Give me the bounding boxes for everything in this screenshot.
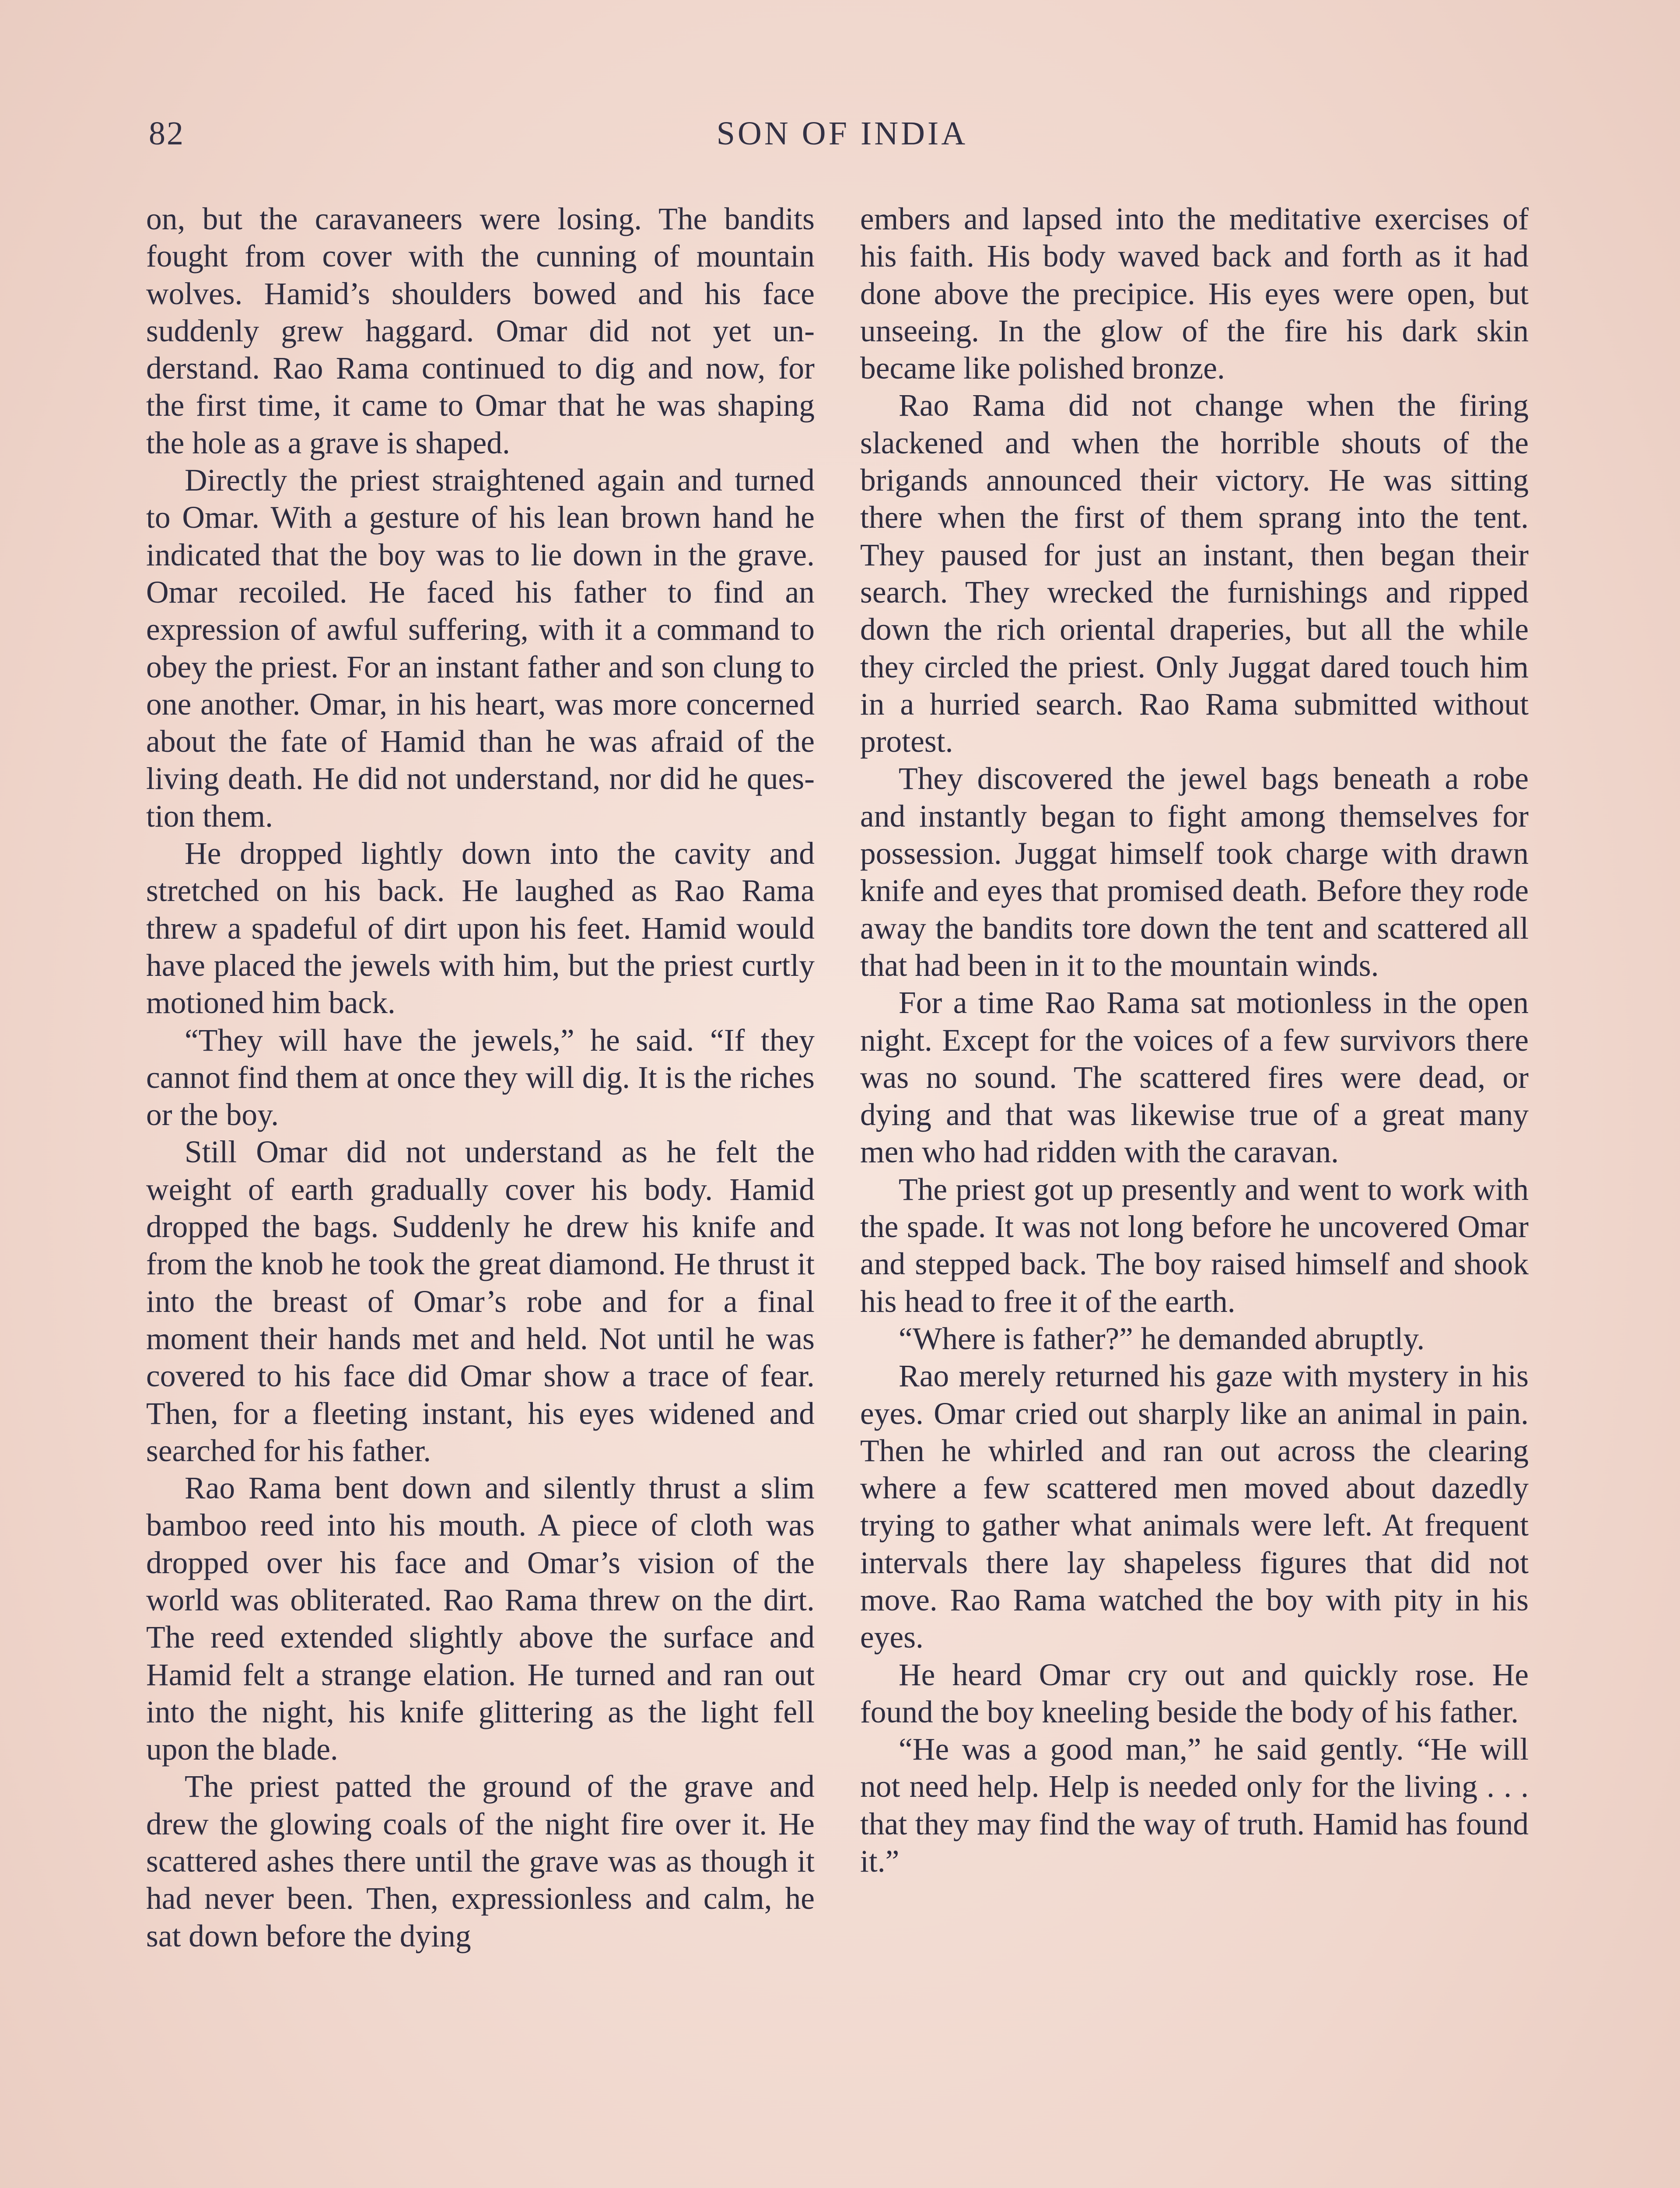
right-text-column [860,200,1529,2188]
paragraph: They discovered the jewel bags beneath a robe and instantly began to fight among themselves for possession. Juggat himself took charge with drawn knife and eyes that promised death. Before they rode away the bandits tore down the tent and scattered all that had been in it to the mountain winds. [860,761,1529,983]
paragraph: “He was a good man,” he said gently. “He will not need help. Help is needed only for the living . . . that they may find the way of truth. Hamid has found it.” [860,1732,1529,1879]
page-header [149,115,1536,163]
page-number: 82 [149,115,185,152]
paragraph: Rao Rama bent down and silently thrust a slim bamboo reed into his mouth. A piece of cloth was dropped over his face and Omar’s vision of the world was obliterated. Rao Rama threw on the dirt. The reed extended slightly above the surface and Hamid felt a strange elation. He turned and ran out into the night, his knife glittering as the light fell upon the blade. [146,1471,815,1767]
left-text-column [146,200,815,2188]
paragraph: on, but the caravaneers were losing. The bandits fought from cover with the cunning of mountain wolves. Hamid’s shoulders bowed and his face suddenly grew haggard. Omar did not yet understand. Rao Rama continued to dig and now, for the first time, it came to Omar that he was shaping the hole as a grave is shaped. [146,202,815,460]
running-title: SON OF INDIA [716,115,968,152]
paragraph: For a time Rao Rama sat motionless in the open night. Except for the voices of a few survivors there was no sound. The scattered fires were dead, or dying and that was likewise true of a great many men who had ridden with the caravan. [860,985,1529,1170]
paragraph: embers and lapsed into the meditative exercises of his faith. His body waved back and forth as it had done above the precipice. His eyes were open, but unseeing. In the glow of the fire his dark skin became like polished bronze. [860,202,1529,386]
paragraph: “They will have the jewels,” he said. “If they cannot find them at once they will dig. It is the riches or the boy. [146,1023,815,1133]
paragraph: He heard Omar cry out and quickly rose. He found the boy kneeling beside the body of his father. [860,1657,1529,1729]
paragraph: The priest got up presently and went to work with the spade. It was not long before he uncovered Omar and stepped back. The boy raised himself and shook his head to free it of the earth. [860,1172,1529,1319]
paragraph: “Where is father?” he demanded abruptly. [899,1321,1425,1356]
paragraph: Rao Rama did not change when the firing slackened and when the horrible shouts of the brigands announced their victory. He was sitting there when the first of them sprang into the tent. They paused for just an instant, then began their search. They wrecked the furnishings and ripped down the rich oriental draperies, but all the while they circled the priest. Only Juggat dared touch him in a hurried search. Rao Rama submitted without protest. [860,388,1529,759]
paragraph: He dropped lightly down into the cavity and stretched on his back. He laughed as Rao Rama threw a spadeful of dirt upon his feet. Hamid would have placed the jewels with him, but the priest curtly motioned him back. [146,836,815,1020]
paragraph: Rao merely returned his gaze with mystery in his eyes. Omar cried out sharply like an animal in pain. Then he whirled and ran out across the clearing where a few scattered men moved about dazedly trying to gather what animals were left. At frequent intervals there lay shapeless figures that did not move. Rao Rama watched the boy with pity in his eyes. [860,1359,1529,1655]
paragraph: Directly the priest straightened again and turned to Omar. With a gesture of his lean brown hand he indicated that the boy was to lie down in the grave. Omar recoiled. He faced his father to find an expression of awful suffering, with it a command to obey the priest. For an instant father and son clung to one another. Omar, in his heart, was more concerned about the fate of Hamid than he was afraid of the living death. He did not understand, nor did he question them. [146,463,815,834]
paragraph: The priest patted the ground of the grave and drew the glowing coals of the night fire over it. He scattered ashes there until the grave was as though it had never been. Then, expressionless and calm, he sat down before the dying [146,1769,815,1953]
paragraph: Still Omar did not understand as he felt the weight of earth gradually cover his body. Hamid dropped the bags. Suddenly he drew his knife and from the knob he took the great diamond. He thrust it into the breast of Omar’s robe and for a final moment their hands met and held. Not until he was covered to his face did Omar show a trace of fear. Then, for a fleeting instant, his eyes widened and searched for his father. [146,1135,815,1468]
